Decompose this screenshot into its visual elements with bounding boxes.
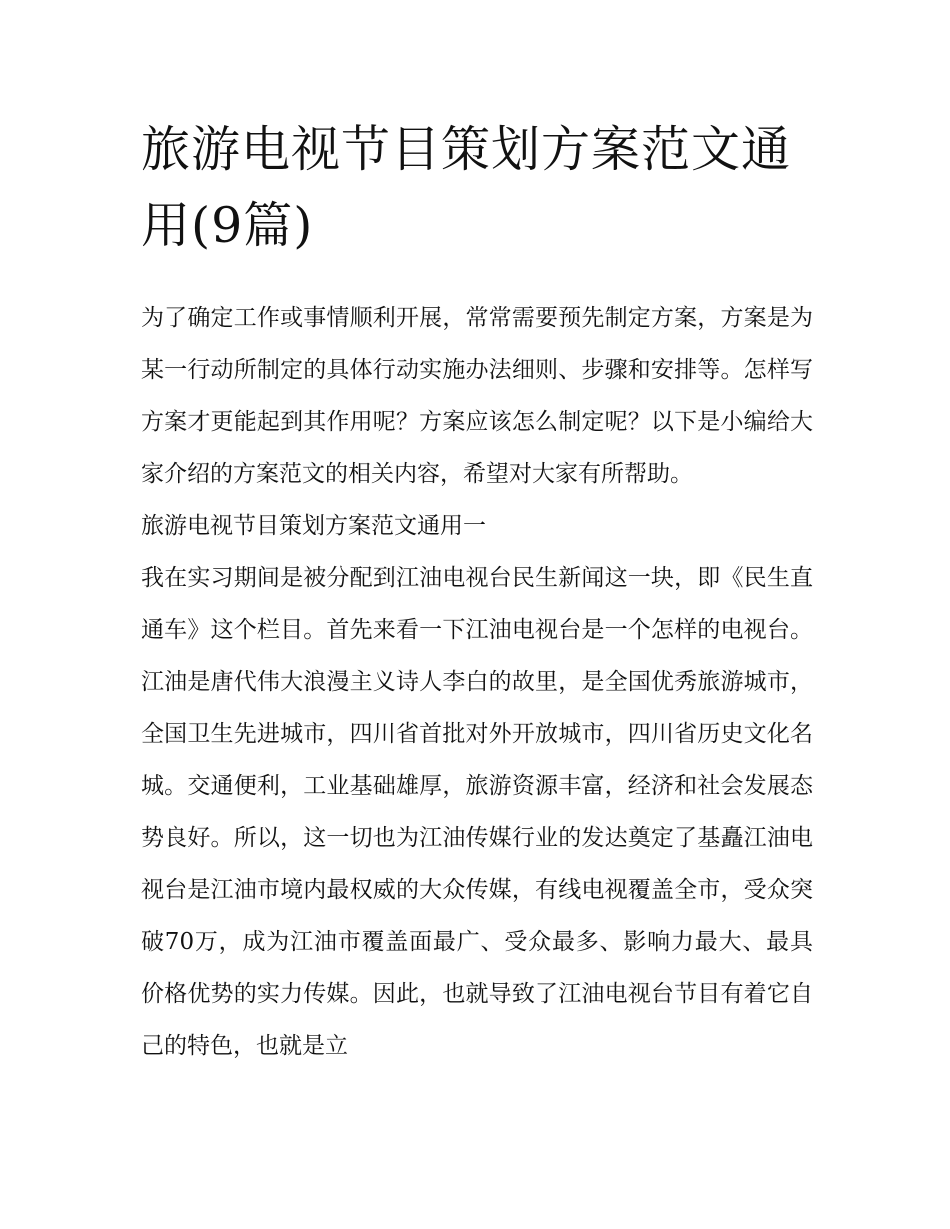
intro-paragraph: 为了确定工作或事情顺利开展，常常需要预先制定方案，方案是为某一行动所制定的具体行动实施办法细则、步骤和安排等。怎样写方案才更能起到其作用呢？方案应该怎么制定呢？以下是小编给大家介绍的方案范文的相关内容，希望对大家有所帮助。 (141, 305, 813, 487)
section-paragraph: 我在实习期间是被分配到江油电视台民生新闻这一块，即《民生直通车》这个栏目。首先来看一下江油电视台是一个怎样的电视台。江油是唐代伟大浪漫主义诗人李白的故里，是全国优秀旅游城市，全国卫生先进城市，四川省首批对外开放城市，四川省历史文化名城。交通便利，工业基础雄厚，旅游资源丰富，经济和社会发展态势良好。所以，这一切也为江油传媒行业的发达奠定了基矗江油电视台是江油市境内最权威的大众传媒，有线电视覆盖全市，受众突破70万，成为江油市覆盖面最广、受众最多、影响力最大、最具价格优势的实力传媒。因此，也就导致了江油电视台节目有着它自己的特色，也就是立 (141, 565, 813, 1059)
document-page (141, 112, 813, 1072)
section-heading: 旅游电视节目策划方案范文通用一 (141, 513, 486, 539)
document-body (141, 292, 813, 1072)
document-title: 旅游电视节目策划方案范文通用(9篇) (141, 121, 792, 254)
